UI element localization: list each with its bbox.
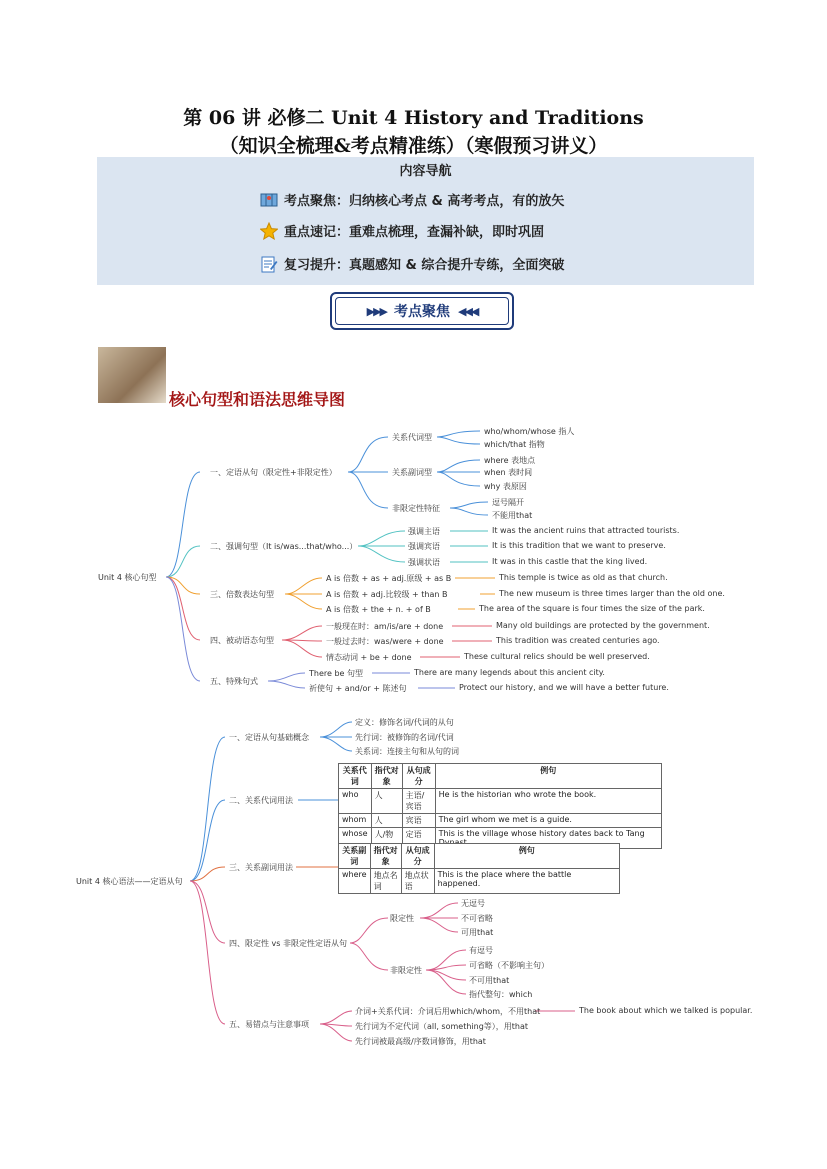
mm1-branch: 三、倍数表达句型 bbox=[210, 590, 274, 599]
mm1-example: There are many legends about this ancient city. bbox=[414, 668, 605, 677]
mm1-leaf: where 表地点 bbox=[484, 456, 536, 465]
table-cell: 人 bbox=[371, 789, 402, 814]
mm1-example: These cultural relics should be well preserved. bbox=[464, 652, 650, 661]
mm2-leaf: 先行词被最高级/序数词修饰，用that bbox=[355, 1037, 486, 1046]
mm2-leaf: 不可省略 bbox=[461, 914, 493, 923]
mm1-leaf: which/that 指物 bbox=[484, 440, 545, 449]
nav-item-text: 重点速记：重难点梳理，查漏补缺，即时巩固 bbox=[284, 225, 545, 240]
mm1-example: This tradition was created centuries ago. bbox=[496, 636, 660, 645]
table-cell: This is the place where the battle happened. bbox=[434, 869, 619, 894]
mm1-example: It was the ancient ruins that attracted tourists. bbox=[492, 526, 680, 535]
mm2-root: Unit 4 核心语法——定语从句 bbox=[76, 877, 183, 886]
table-cell: 地点名词 bbox=[370, 869, 401, 894]
mm2-branch: 二、关系代词用法 bbox=[229, 796, 293, 805]
mm2-node: 限定性 bbox=[390, 914, 414, 923]
mm1-example: The area of the square is four times the size of the park. bbox=[479, 604, 705, 613]
table-cell: 主语/宾语 bbox=[402, 789, 435, 814]
mm2-branch: 五、易错点与注意事项 bbox=[229, 1020, 309, 1029]
mm1-node: 情态动词 + be + done bbox=[326, 653, 412, 662]
table-header: 例句 bbox=[435, 764, 661, 789]
mm1-node: A is 倍数 + as + adj.原级 + as B bbox=[326, 574, 452, 583]
mm2-leaf: 先行词：被修饰的名词/代词 bbox=[355, 733, 454, 742]
mm1-node: There be 句型 bbox=[309, 669, 363, 678]
table-cell: He is the historian who wrote the book. bbox=[435, 789, 661, 814]
mm1-branch: 四、被动语态句型 bbox=[210, 636, 274, 645]
mm1-node: 强调主语 bbox=[408, 527, 440, 536]
relative-adverb-table bbox=[338, 843, 620, 894]
mm1-node: 强调状语 bbox=[408, 558, 440, 567]
mm1-node: 关系代词型 bbox=[392, 433, 432, 442]
table-cell: whose bbox=[339, 828, 372, 849]
mm1-node: 一般过去时：was/were + done bbox=[326, 637, 444, 646]
mm2-node: 非限定性 bbox=[390, 966, 422, 975]
mm2-leaf: 不可用that bbox=[469, 976, 510, 985]
mm1-node: 关系副词型 bbox=[392, 468, 432, 477]
mm1-example: The new museum is three times larger than the old one. bbox=[499, 589, 725, 598]
mm1-node: 强调宾语 bbox=[408, 542, 440, 551]
mm1-example: Protect our history, and we will have a better future. bbox=[459, 683, 669, 692]
mm1-example: Many old buildings are protected by the government. bbox=[496, 621, 710, 630]
table-row bbox=[339, 869, 620, 894]
nav-item-text: 考点聚焦：归纳核心考点 & 高考考点，有的放矢 bbox=[284, 194, 565, 209]
mm1-leaf: who/whom/whose 指人 bbox=[484, 427, 575, 436]
table-cell: This is the village whose history dates back to Tang bbox=[435, 828, 661, 849]
mm2-leaf: 关系词：连接主句和从句的词 bbox=[355, 747, 459, 756]
mm1-node: A is 倍数 + adj.比较级 + than B bbox=[326, 590, 448, 599]
mm1-branch: 二、强调句型（It is/was...that/who...） bbox=[210, 542, 358, 551]
page-title-line2: （知识全梳理&考点精准练）（寒假预习讲义） bbox=[219, 135, 608, 157]
relative-pronoun-table bbox=[338, 763, 662, 849]
mm1-node: 一般现在时：am/is/are + done bbox=[326, 622, 444, 631]
table-cell: The girl whom we met is a guide. bbox=[435, 814, 661, 828]
table-cell: 人 bbox=[371, 814, 402, 828]
table-header: 例句 bbox=[434, 844, 619, 869]
mm2-branch: 三、关系副词用法 bbox=[229, 863, 293, 872]
mm2-leaf: 可用that bbox=[461, 928, 494, 937]
mm1-example: It is this tradition that we want to preserve. bbox=[492, 541, 666, 550]
mm2-leaf: 无逗号 bbox=[461, 899, 485, 908]
mm1-root: Unit 4 核心句型 bbox=[98, 573, 157, 582]
table-header: 关系副词 bbox=[339, 844, 371, 869]
mm1-leaf: 逗号隔开 bbox=[492, 498, 524, 507]
nav-item-text: 复习提升：真题感知 & 综合提升专练，全面突破 bbox=[284, 258, 565, 273]
mm2-branch: 一、定语从句基础概念 bbox=[229, 733, 309, 742]
mm2-leaf: 定义：修饰名词/代词的从句 bbox=[355, 718, 454, 727]
mm1-branch: 五、特殊句式 bbox=[210, 677, 258, 686]
mm2-branch: 四、限定性 vs 非限定性定语从句 bbox=[229, 939, 347, 948]
table-row bbox=[339, 814, 662, 828]
mm2-leaf: 先行词为不定代词（all, something等），用that bbox=[355, 1022, 529, 1031]
table-header: 指代对象 bbox=[371, 764, 402, 789]
table-cell: 定语 bbox=[402, 828, 435, 849]
nav-title: 内容导航 bbox=[399, 164, 452, 179]
section-title: 核心句型和语法思维导图 bbox=[169, 390, 346, 409]
table-cell: 地点状语 bbox=[401, 869, 434, 894]
arrows-left-icon: ▶▶▶ bbox=[366, 304, 386, 318]
table-cell: who bbox=[339, 789, 372, 814]
table-header: 从句成分 bbox=[401, 844, 434, 869]
mm1-example: This temple is twice as old as that church. bbox=[499, 573, 668, 582]
mm2-leaf: 有逗号 bbox=[469, 946, 493, 955]
mm1-node: 非限定性特征 bbox=[392, 504, 440, 513]
mm1-leaf: 不能用that bbox=[492, 511, 533, 520]
mm1-leaf: why 表原因 bbox=[484, 482, 527, 491]
arrows-right-icon: ◀◀◀ bbox=[458, 304, 478, 318]
table-row bbox=[339, 789, 662, 814]
table-cell: 宾语 bbox=[402, 814, 435, 828]
page-title-line1: 第 06 讲 必修二 Unit 4 History and Traditions bbox=[183, 107, 644, 129]
mm2-example: The book about which we talked is popular. bbox=[579, 1006, 753, 1015]
mm1-branch: 一、定语从句（限定性+非限定性） bbox=[210, 468, 337, 477]
mm2-leaf: 介词+关系代词：介词后用which/whom，不用that bbox=[355, 1007, 541, 1016]
table-cell: where bbox=[339, 869, 371, 894]
mm1-example: It was in this castle that the king lived. bbox=[492, 557, 648, 566]
table-cell: whom bbox=[339, 814, 372, 828]
mm2-leaf: 指代整句：which bbox=[469, 990, 533, 999]
table-header: 从句成分 bbox=[402, 764, 435, 789]
table-header: 指代对象 bbox=[370, 844, 401, 869]
mm1-node: A is 倍数 + the + n. + of B bbox=[326, 605, 431, 614]
table-cell: 人/物 bbox=[371, 828, 402, 849]
mm2-leaf: 可省略（不影响主句） bbox=[469, 961, 549, 970]
banner-label: 考点聚焦 bbox=[394, 304, 450, 320]
table-header: 关系代词 bbox=[339, 764, 372, 789]
mm1-leaf: when 表时间 bbox=[484, 468, 533, 477]
mm1-node: 祈使句 + and/or + 陈述句 bbox=[309, 684, 407, 693]
